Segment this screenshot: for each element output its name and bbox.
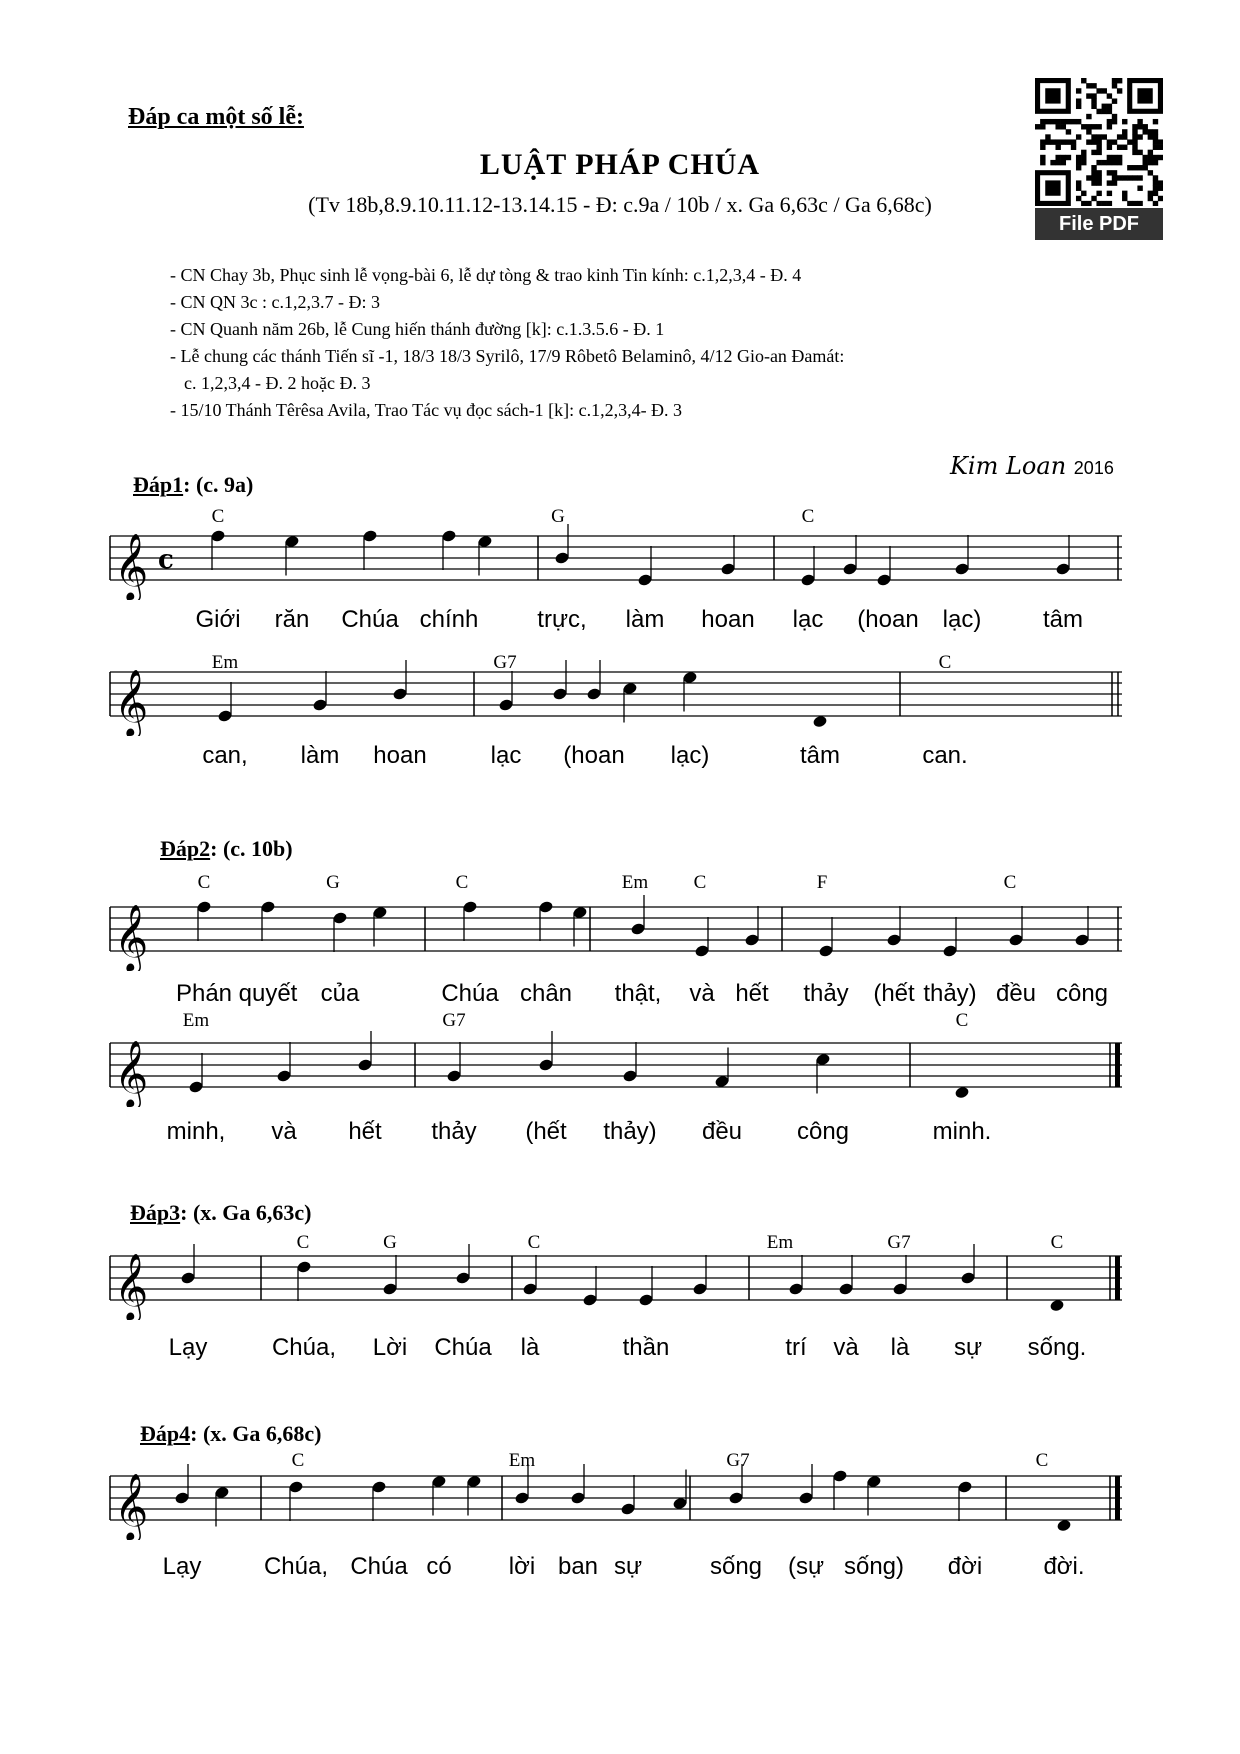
staff (0, 1460, 1240, 1540)
chord-symbol: C (1035, 1450, 1049, 1471)
note-line: c. 1,2,3,4 - Đ. 2 hoặc Đ. 3 (184, 373, 371, 393)
chord-symbol: G7 (726, 1450, 750, 1471)
song-title: LUẬT PHÁP CHÚA (479, 148, 761, 181)
response-ref: : (c. 9a) (183, 472, 254, 497)
lyric-syllable: thật, (614, 980, 662, 1007)
final-barline (1115, 1256, 1120, 1300)
lyric-syllable: có (426, 1553, 452, 1580)
chord-symbol: G7 (887, 1232, 911, 1253)
treble-clef-icon: 𝄞 (114, 1472, 149, 1540)
chord-symbol: Em (621, 872, 649, 893)
response-label: Đáp3 (130, 1200, 181, 1225)
note-line: - CN Chay 3b, Phục sinh lễ vọng-bài 6, lễ dự tòng & trao kinh Tin kính: c.1,2,3,4 - Đ. 4 (170, 265, 802, 285)
lyric-syllable: làm (300, 742, 340, 769)
treble-clef-icon: 𝄞 (114, 903, 149, 971)
lyric-syllable: lạc) (670, 742, 710, 769)
lyric-syllable: của (320, 980, 360, 1007)
lyric-syllable: thảy (431, 1118, 477, 1145)
lyric-syllable: tâm (1042, 606, 1084, 633)
chord-symbol: C (938, 652, 952, 673)
chord-symbol: C (197, 872, 211, 893)
lyric-syllable: (hết (873, 980, 915, 1007)
lyric-syllable: thảy) (923, 980, 977, 1007)
lyric-syllable: can. (922, 742, 968, 769)
lyric-syllable: Chúa (350, 1553, 408, 1580)
lyric-syllable: đều (701, 1118, 743, 1145)
lyric-syllable: sự (953, 1334, 983, 1361)
lyric-syllable: và (689, 980, 715, 1007)
note-line: - CN QN 3c : c.1,2,3.7 - Đ: 3 (170, 292, 380, 312)
response-4-heading (140, 1421, 321, 1447)
signature-year: 2016 (1073, 458, 1114, 478)
lyric-syllable: (hoan (857, 606, 919, 633)
lyric-syllable: là (890, 1334, 910, 1361)
response-label: Đáp4 (140, 1421, 191, 1446)
lyric-syllable: làm (625, 606, 665, 633)
response-label: Đáp1 (133, 472, 184, 497)
lyric-syllable: (hoan (563, 742, 625, 769)
lyric-syllable: trí (785, 1334, 807, 1361)
composer-signature (950, 452, 1114, 480)
lyric-syllable: Lạy (162, 1553, 202, 1580)
document-heading: Đáp ca một số lễ: (128, 104, 304, 130)
qr-code-link[interactable] (1035, 78, 1163, 240)
lyric-syllable: công (1055, 980, 1109, 1007)
lyric-syllable: Phán (175, 980, 233, 1007)
chord-symbol: G7 (442, 1010, 466, 1031)
chord-symbol: C (211, 506, 225, 527)
lyric-syllable: Lạy (168, 1334, 208, 1361)
staff (0, 520, 1240, 600)
file-pdf-label: File PDF (1035, 208, 1163, 240)
note-head (1049, 1299, 1065, 1313)
chord-symbol: C (801, 506, 815, 527)
usage-notes (170, 262, 844, 424)
lyric-syllable: (hết (525, 1118, 567, 1145)
lyric-syllable: đều (995, 980, 1037, 1007)
chord-symbol: Em (508, 1450, 536, 1471)
lyric-syllable: sống) (843, 1553, 905, 1580)
chord-symbol: G (383, 1232, 397, 1253)
treble-clef-icon: 𝄞 (114, 1039, 149, 1107)
lyric-syllable: và (833, 1334, 859, 1361)
lyric-syllable: tâm (799, 742, 841, 769)
chord-symbol: C (693, 872, 707, 893)
note-line: - Lễ chung các thánh Tiến sĩ -1, 18/3 18/3 Syrilô, 17/9 Rôbetô Belaminô, 4/12 Gio-an Đamát: (170, 346, 845, 366)
lyric-syllable: răn (274, 606, 310, 633)
lyric-syllable: thần (622, 1334, 670, 1361)
note-line: - 15/10 Thánh Têrêsa Avila, Trao Tác vụ đọc sách-1 [k]: c.1,2,3,4- Đ. 3 (170, 400, 683, 420)
note-head (812, 715, 828, 729)
final-barline (1115, 1476, 1120, 1520)
chord-symbol: C (291, 1450, 305, 1471)
staff (0, 656, 1240, 736)
lyric-syllable: Chúa (341, 606, 399, 633)
lyric-syllable: đời. (1043, 1553, 1085, 1580)
lyric-syllable: hết (735, 980, 769, 1007)
lyric-syllable: chính (419, 606, 479, 633)
lyric-syllable: quyết (238, 980, 298, 1007)
chord-symbol: G (326, 872, 340, 893)
lyric-syllable: công (796, 1118, 850, 1145)
chord-symbol: C (1003, 872, 1017, 893)
common-time-icon: c (158, 545, 174, 575)
lyric-syllable: trực, (537, 606, 587, 633)
chord-symbol: C (1050, 1232, 1064, 1253)
lyric-syllable: Chúa (434, 1334, 492, 1361)
lyric-syllable: (sự (787, 1553, 825, 1580)
response-3-heading (130, 1200, 311, 1226)
lyric-syllable: lời (508, 1553, 536, 1580)
response-label: Đáp2 (160, 836, 211, 861)
treble-clef-icon: 𝄞 (114, 532, 149, 600)
lyric-syllable: chân (519, 980, 573, 1007)
lyric-syllable: Giới (195, 606, 241, 633)
lyric-syllable: minh. (932, 1118, 992, 1145)
chord-symbol: C (527, 1232, 541, 1253)
lyric-syllable: ban (557, 1553, 599, 1580)
response-ref: : (c. 10b) (210, 836, 293, 861)
chord-symbol: Em (766, 1232, 794, 1253)
signature-name: Kim Loan (950, 452, 1067, 480)
note-head (1056, 1519, 1072, 1533)
staff (0, 1027, 1240, 1107)
treble-clef-icon: 𝄞 (114, 668, 149, 736)
lyric-syllable: can, (202, 742, 248, 769)
note-head (954, 1086, 970, 1100)
lyric-syllable: hết (348, 1118, 382, 1145)
lyric-syllable: đời (947, 1553, 983, 1580)
chord-symbol: C (296, 1232, 310, 1253)
final-barline (1115, 1043, 1120, 1087)
lyric-syllable: Chúa (441, 980, 499, 1007)
chord-symbol: G7 (493, 652, 517, 673)
lyric-syllable: sống (709, 1553, 763, 1580)
lyric-syllable: lạc) (942, 606, 982, 633)
lyric-syllable: là (520, 1334, 540, 1361)
lyric-syllable: lạc (792, 606, 824, 633)
lyric-syllable: hoan (373, 742, 427, 769)
psalm-reference: (Tv 18b,8.9.10.11.12-13.14.15 - Đ: c.9a / 10b / x. Ga 6,63c / Ga 6,68c) (308, 192, 932, 217)
lyric-syllable: thảy (803, 980, 849, 1007)
chord-symbol: Em (211, 652, 239, 673)
chord-symbol: F (816, 872, 828, 893)
response-ref: : (x. Ga 6,68c) (190, 1421, 322, 1446)
response-ref: : (x. Ga 6,63c) (180, 1200, 312, 1225)
chord-symbol: Em (182, 1010, 210, 1031)
staff (0, 891, 1240, 971)
qr-code-icon (1035, 78, 1163, 206)
response-2-heading (160, 836, 293, 862)
response-1-heading (133, 472, 253, 498)
lyric-syllable: Chúa, (271, 1334, 337, 1361)
lyric-syllable: lạc (490, 742, 522, 769)
lyric-syllable: sự (613, 1553, 643, 1580)
lyric-syllable: thảy) (603, 1118, 657, 1145)
lyric-syllable: hoan (701, 606, 755, 633)
lyric-syllable: minh, (166, 1118, 226, 1145)
lyric-syllable: Chúa, (263, 1553, 329, 1580)
treble-clef-icon: 𝄞 (114, 1252, 149, 1320)
lyric-syllable: sống. (1027, 1334, 1087, 1361)
chord-symbol: C (455, 872, 469, 893)
chord-symbol: C (955, 1010, 969, 1031)
note-line: - CN Quanh năm 26b, lễ Cung hiến thánh đường [k]: c.1.3.5.6 - Đ. 1 (170, 319, 665, 339)
chord-symbol: G (551, 506, 565, 527)
lyric-syllable: và (271, 1118, 297, 1145)
lyric-syllable: Lời (372, 1334, 408, 1361)
